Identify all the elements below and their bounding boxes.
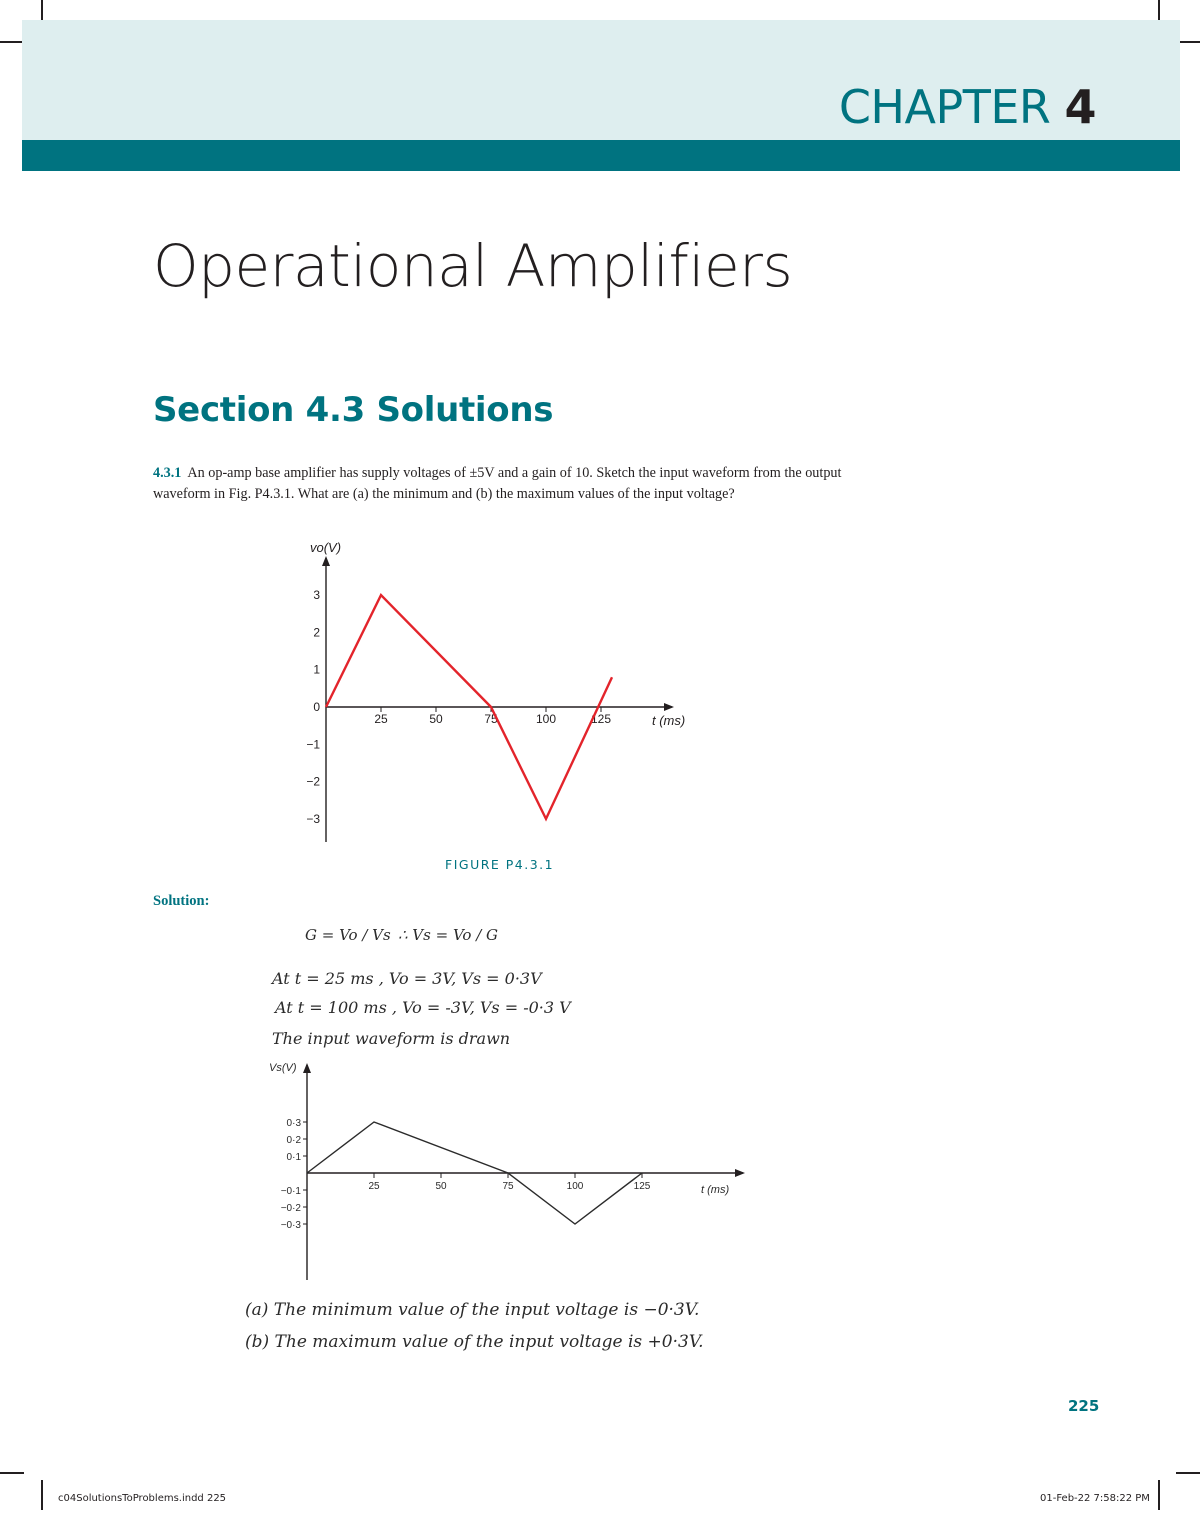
y-axis-label: Vs(V)	[269, 1062, 297, 1074]
x-tick-label: 100	[566, 1181, 584, 1192]
y-tick-label: −0·2	[280, 1203, 301, 1214]
y-tick-label: 0·2	[286, 1135, 301, 1146]
crop-mark	[0, 1472, 24, 1474]
y-tick-label: 2	[313, 625, 320, 640]
y-tick-label: −3	[306, 811, 320, 826]
gain-formula: G = Vo / Vs	[305, 926, 391, 944]
x-tick-label: 50	[435, 1181, 447, 1192]
y-tick-label: −0·3	[280, 1220, 301, 1231]
y-tick-label: 0	[313, 700, 320, 714]
y-axis-label: vo(V)	[310, 540, 342, 555]
x-tick-label: 50	[429, 712, 443, 726]
slug-tick	[41, 1480, 43, 1510]
answer-maximum: (b) The maximum value of the input voltage is +0·3V.	[245, 1332, 704, 1352]
waveform-note: The input waveform is drawn	[272, 1029, 511, 1048]
y-axis-arrow	[303, 1063, 311, 1073]
chapter-label	[839, 80, 1096, 134]
chapter-title: Operational Amplifiers	[153, 232, 793, 300]
x-tick-label: 125	[633, 1181, 651, 1192]
crop-mark	[0, 41, 24, 43]
calc-line-25ms: At t = 25 ms , Vo = 3V, Vs = 0·3V	[272, 969, 542, 988]
answer-minimum: (a) The minimum value of the input voltage is −0·3V.	[245, 1300, 700, 1320]
x-axis-arrow	[735, 1169, 745, 1177]
y-tick-label: 1	[313, 662, 320, 677]
page-number: 225	[1068, 1397, 1100, 1415]
footer-file-slug: c04SolutionsToProblems.indd 225	[58, 1493, 227, 1504]
section-title: Section 4.3 Solutions	[153, 390, 554, 430]
y-tick-label: −2	[306, 774, 320, 789]
y-tick-label: −1	[306, 737, 320, 752]
output-waveform-chart	[290, 530, 710, 850]
x-tick-label: 125	[590, 712, 612, 726]
x-tick-label: 100	[535, 712, 557, 726]
solution-label: Solution:	[153, 893, 210, 909]
chapter-number: 4	[1064, 80, 1096, 134]
x-axis-label: t (ms)	[652, 713, 686, 728]
y-tick-label: 0·3	[286, 1118, 301, 1129]
chapter-word: CHAPTER	[838, 80, 1051, 134]
y-axis-arrow	[322, 556, 330, 566]
footer-date-slug: 01-Feb-22 7:58:22 PM	[1040, 1493, 1150, 1504]
y-tick-label: 3	[313, 588, 320, 603]
x-tick-label: 25	[374, 712, 388, 726]
crop-mark	[1176, 1472, 1200, 1474]
input-formula: ∴ Vs = Vo / G	[398, 926, 499, 944]
problem-number: 4.3.1	[153, 465, 182, 481]
input-waveform-sketch	[255, 1055, 775, 1295]
x-axis-arrow	[664, 703, 674, 711]
y-tick-label: −0·1	[280, 1186, 301, 1197]
x-axis-label: t (ms)	[701, 1184, 730, 1196]
problem-statement	[153, 463, 853, 504]
calc-line-100ms: At t = 100 ms , Vo = -3V, Vs = -0·3 V	[275, 998, 571, 1017]
y-tick-label: 0·1	[286, 1152, 301, 1163]
x-tick-label: 75	[502, 1181, 514, 1192]
figure-caption: FIGURE P4.3.1	[445, 857, 555, 872]
x-tick-label: 25	[368, 1181, 380, 1192]
x-tick-label: 75	[484, 712, 498, 726]
slug-tick	[1158, 1480, 1160, 1510]
chapter-header-bar	[22, 140, 1180, 171]
problem-body: An op-amp base amplifier has supply voltages of ±5V and a gain of 10. Sketch the input waveform from the output waveform in Fig. P4.3.1. What are (a) the minimum and (b) the maximum values of the input voltage?	[153, 465, 842, 502]
